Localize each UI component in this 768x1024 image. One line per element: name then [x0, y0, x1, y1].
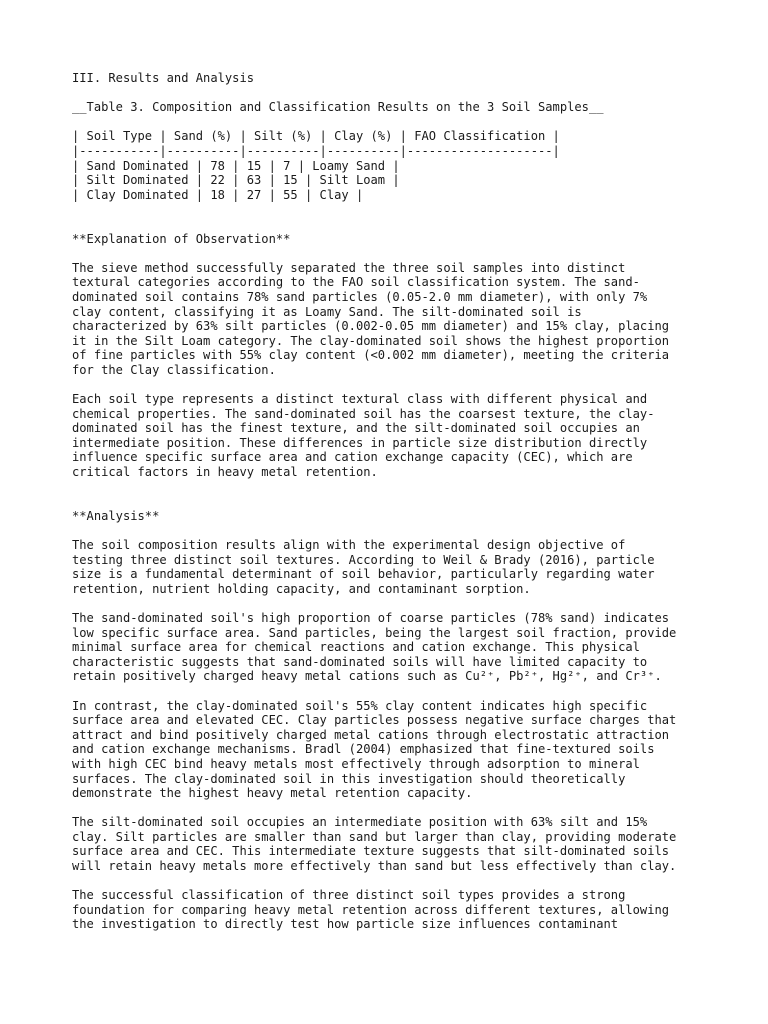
explanation-paragraph-2: [72, 392, 712, 480]
text-line: textural categories according to the FAO soil classification system. The sand-: [72, 275, 640, 290]
table-separator-row: |-----------|----------|----------|----------|--------------------|: [72, 143, 560, 158]
text-line: Each soil type represents a distinct textural class with different physical and: [72, 392, 648, 407]
text-line: critical factors in heavy metal retention.: [72, 465, 378, 480]
text-line: The silt-dominated soil occupies an intermediate position with 63% silt and 15%: [72, 815, 648, 830]
analysis-paragraph-3: [72, 699, 712, 801]
text-line: of fine particles with 55% clay content (<0.002 mm diameter), meeting the criteria: [72, 348, 670, 363]
analysis-paragraph-1: [72, 538, 712, 596]
text-line: retention, nutrient holding capacity, and contaminant sorption.: [72, 581, 531, 596]
analysis-paragraph-5: [72, 888, 712, 932]
text-line: chemical properties. The sand-dominated soil has the coarsest texture, the clay-: [72, 406, 655, 421]
text-line: size is a fundamental determinant of soil behavior, particularly regarding water: [72, 567, 655, 582]
text-line: low specific surface area. Sand particles, being the largest soil fraction, provide: [72, 625, 677, 640]
text-line: dominated soil has the finest texture, and the silt-dominated soil occupies an: [72, 421, 640, 436]
table-header-row: | Soil Type | Sand (%) | Silt (%) | Clay (%) | FAO Classification |: [72, 129, 560, 144]
text-line: The soil composition results align with the experimental design objective of: [72, 538, 626, 552]
text-line: dominated soil contains 78% sand particles (0.05-2.0 mm diameter), with only 7%: [72, 289, 648, 304]
text-line: for the Clay classification.: [72, 362, 276, 377]
text-line: testing three distinct soil textures. According to Weil & Brady (2016), particle: [72, 552, 655, 567]
text-line: surface area and CEC. This intermediate texture suggests that silt-dominated soils: [72, 844, 670, 859]
text-line: attract and bind positively charged metal cations through electrostatic attraction: [72, 727, 670, 742]
explanation-paragraph-1: [72, 261, 712, 378]
text-line: characterized by 63% silt particles (0.002-0.05 mm diameter) and 15% clay, placing: [72, 319, 670, 334]
markdown-table: [72, 129, 712, 202]
table-row: | Sand Dominated | 78 | 15 | 7 | Loamy Sand |: [72, 158, 400, 173]
text-line: clay content, classifying it as Loamy Sand. The silt-dominated soil is: [72, 304, 582, 319]
text-line: surface area and elevated CEC. Clay particles possess negative surface charges that: [72, 713, 677, 728]
analysis-paragraph-4: [72, 815, 712, 873]
section-heading: III. Results and Analysis: [72, 71, 255, 85]
text-line: influence specific surface area and cation exchange capacity (CEC), which are: [72, 450, 633, 465]
text-line: In contrast, the clay-dominated soil's 55% clay content indicates high specific: [72, 698, 648, 713]
document-page: [72, 71, 712, 932]
text-line: demonstrate the highest heavy metal retention capacity.: [72, 786, 473, 801]
table-caption: __Table 3. Composition and Classification Results on the 3 Soil Samples__: [72, 100, 604, 115]
text-line: and cation exchange mechanisms. Bradl (2004) emphasized that fine-textured soils: [72, 742, 655, 757]
text-line: The sieve method successfully separated the three soil samples into distinct: [72, 260, 626, 275]
analysis-heading: **Analysis**: [72, 508, 160, 523]
text-line: retain positively charged heavy metal cations such as Cu²⁺, Pb²⁺, Hg²⁺, and Cr³⁺.: [72, 669, 662, 684]
table-row: | Silt Dominated | 22 | 63 | 15 | Silt Loam |: [72, 173, 400, 188]
text-line: clay. Silt particles are smaller than sand but larger than clay, providing moderate: [72, 829, 677, 844]
text-line: The sand-dominated soil's high proportion of coarse particles (78% sand) indicates: [72, 610, 670, 625]
text-line: surfaces. The clay-dominated soil in this investigation should theoretically: [72, 771, 626, 786]
text-line: will retain heavy metals more effectively than sand but less effectively than clay.: [72, 859, 677, 874]
text-line: characteristic suggests that sand-dominated soils will have limited capacity to: [72, 654, 648, 669]
text-line: foundation for comparing heavy metal retention across different textures, allowing: [72, 902, 670, 917]
text-line: minimal surface area for chemical reactions and cation exchange. This physical: [72, 640, 640, 655]
text-line: intermediate position. These differences in particle size distribution directly: [72, 435, 648, 450]
text-line: the investigation to directly test how particle size influences contaminant: [72, 917, 619, 932]
text-line: it in the Silt Loam category. The clay-dominated soil shows the highest proportion: [72, 333, 670, 348]
analysis-paragraph-2: [72, 611, 712, 684]
text-line: with high CEC bind heavy metals most effectively through adsorption to mineral: [72, 756, 640, 771]
table-row: | Clay Dominated | 18 | 27 | 55 | Clay |: [72, 187, 364, 202]
text-line: The successful classification of three distinct soil types provides a strong: [72, 888, 626, 903]
explanation-heading: **Explanation of Observation**: [72, 231, 291, 246]
